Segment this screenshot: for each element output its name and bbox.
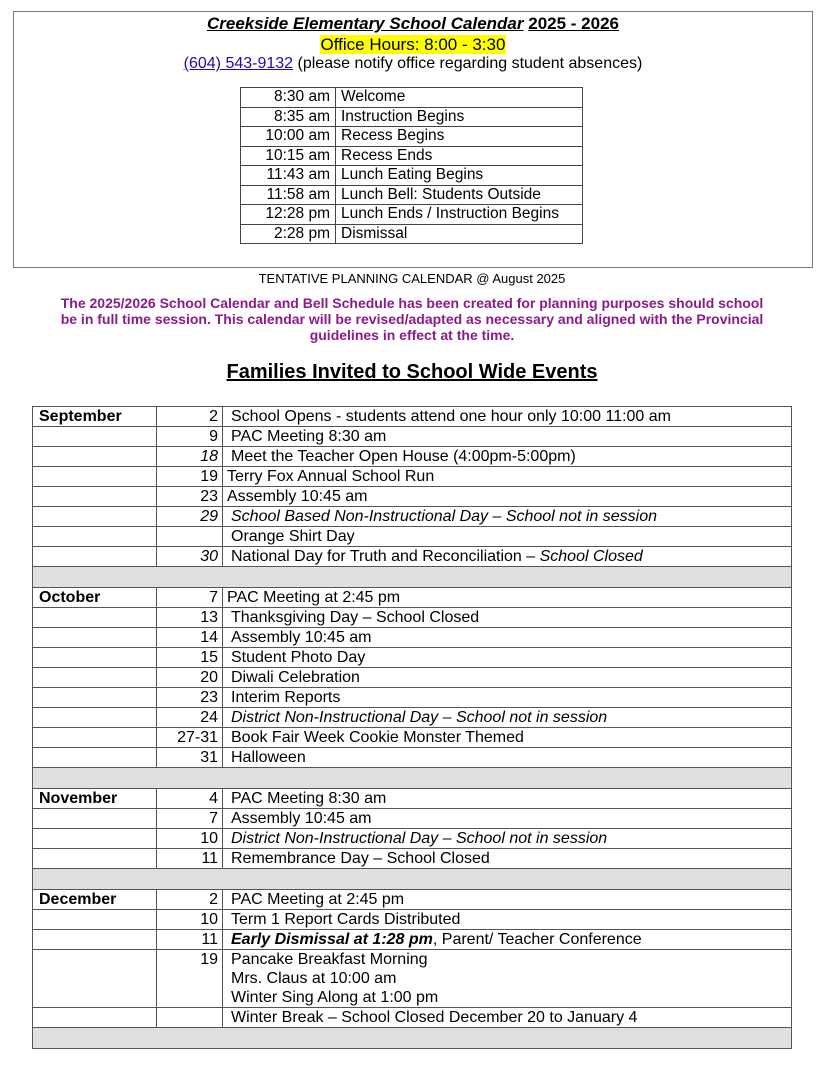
event-text-bold-italic: Early Dismissal at 1:28 pm xyxy=(231,931,433,948)
event-day: 10 xyxy=(157,829,223,849)
month-cell xyxy=(33,447,157,467)
event-text: PAC Meeting at 2:45 pm xyxy=(223,588,792,608)
table-row xyxy=(33,890,792,910)
event-day: 9 xyxy=(157,427,223,447)
month-cell xyxy=(33,950,157,1008)
event-text: PAC Meeting at 2:45 pm xyxy=(223,890,792,910)
event-text: Assembly 10:45 am xyxy=(223,487,792,507)
title-school-name: Creekside Elementary School Calendar xyxy=(206,14,524,33)
month-cell xyxy=(33,527,157,547)
month-cell xyxy=(33,849,157,869)
month-cell xyxy=(33,487,157,507)
month-cell xyxy=(33,829,157,849)
bell-event: Lunch Ends / Instruction Begins xyxy=(336,205,583,225)
month-cell xyxy=(33,648,157,668)
table-row xyxy=(33,950,792,1008)
table-row xyxy=(33,829,792,849)
events-calendar-table xyxy=(32,406,792,1049)
event-day: 23 xyxy=(157,487,223,507)
event-text xyxy=(223,930,792,950)
month-cell xyxy=(33,688,157,708)
event-text: Assembly 10:45 am xyxy=(223,628,792,648)
event-day: 10 xyxy=(157,910,223,930)
month-cell xyxy=(33,809,157,829)
event-text: Interim Reports xyxy=(223,688,792,708)
bell-time: 11:43 am xyxy=(241,166,336,186)
event-day: 23 xyxy=(157,688,223,708)
bell-time: 10:15 am xyxy=(241,146,336,166)
month-cell xyxy=(33,467,157,487)
event-text-multiline xyxy=(223,950,792,1008)
event-day: 30 xyxy=(157,547,223,567)
event-day: 4 xyxy=(157,789,223,809)
month-label: November xyxy=(33,789,157,809)
table-row xyxy=(33,809,792,829)
event-day: 11 xyxy=(157,849,223,869)
event-text-italic: School Closed xyxy=(539,548,643,565)
event-day xyxy=(157,527,223,547)
event-text: Remembrance Day – School Closed xyxy=(223,849,792,869)
bell-time: 12:28 pm xyxy=(241,205,336,225)
table-row xyxy=(33,487,792,507)
table-row xyxy=(33,608,792,628)
event-text: Halloween xyxy=(223,748,792,768)
event-text: Terry Fox Annual School Run xyxy=(223,467,792,487)
event-text: District Non-Instructional Day – School not in session xyxy=(223,829,792,849)
event-day: 31 xyxy=(157,748,223,768)
event-text-main: , Parent/ Teacher Conference xyxy=(432,931,642,948)
table-row xyxy=(33,527,792,547)
event-text: Student Photo Day xyxy=(223,648,792,668)
event-day: 27-31 xyxy=(157,728,223,748)
divider-cell xyxy=(33,567,792,588)
events-title: Families Invited to School Wide Events xyxy=(226,361,598,383)
event-day xyxy=(157,1008,223,1028)
event-text: School Based Non-Instructional Day – School not in session xyxy=(223,507,792,527)
table-row xyxy=(33,467,792,487)
event-text: Meet the Teacher Open House (4:00pm-5:00pm) xyxy=(223,447,792,467)
divider-cell xyxy=(33,869,792,890)
event-text: Thanksgiving Day – School Closed xyxy=(223,608,792,628)
month-label: September xyxy=(33,407,157,427)
bell-event: Recess Begins xyxy=(336,127,583,147)
page-title xyxy=(14,14,812,34)
month-cell xyxy=(33,608,157,628)
office-hours xyxy=(14,35,812,55)
table-row xyxy=(241,185,583,205)
divider-cell xyxy=(33,1028,792,1049)
table-row xyxy=(241,224,583,244)
month-cell xyxy=(33,628,157,648)
title-years: 2025 - 2026 xyxy=(528,14,619,33)
event-day: 2 xyxy=(157,890,223,910)
table-row xyxy=(241,88,583,108)
event-text: Diwali Celebration xyxy=(223,668,792,688)
bell-event: Recess Ends xyxy=(336,146,583,166)
event-day: 24 xyxy=(157,708,223,728)
bell-event: Instruction Begins xyxy=(336,107,583,127)
event-day: 19 xyxy=(157,467,223,487)
table-row xyxy=(33,628,792,648)
table-row xyxy=(33,849,792,869)
month-cell xyxy=(33,748,157,768)
bell-time: 10:00 am xyxy=(241,127,336,147)
month-cell xyxy=(33,930,157,950)
planning-notice: The 2025/2026 School Calendar and Bell Schedule has been created for planning purposes should school be in full time session. This calendar will be revised/adapted as necessary and aligned with the Provincial guidelines in effect at the time. xyxy=(60,295,764,343)
month-label: October xyxy=(33,588,157,608)
table-row xyxy=(33,507,792,527)
month-divider xyxy=(33,869,792,890)
bell-time: 2:28 pm xyxy=(241,224,336,244)
month-cell xyxy=(33,1008,157,1028)
month-cell xyxy=(33,728,157,748)
event-day: 2 xyxy=(157,407,223,427)
header-box xyxy=(13,11,813,268)
month-cell xyxy=(33,910,157,930)
event-text: Winter Break – School Closed December 20 to January 4 xyxy=(223,1008,792,1028)
event-day: 11 xyxy=(157,930,223,950)
table-row xyxy=(241,166,583,186)
bell-event: Lunch Eating Begins xyxy=(336,166,583,186)
month-cell xyxy=(33,427,157,447)
table-row xyxy=(33,789,792,809)
event-text xyxy=(223,547,792,567)
event-text: Assembly 10:45 am xyxy=(223,809,792,829)
event-day: 15 xyxy=(157,648,223,668)
month-divider xyxy=(33,768,792,789)
table-row xyxy=(33,588,792,608)
event-text: District Non-Instructional Day – School not in session xyxy=(223,708,792,728)
event-day: 18 xyxy=(157,447,223,467)
event-day: 20 xyxy=(157,668,223,688)
table-row xyxy=(241,146,583,166)
event-day: 19 xyxy=(157,950,223,1008)
bell-event: Lunch Bell: Students Outside xyxy=(336,185,583,205)
bell-event: Welcome xyxy=(336,88,583,108)
table-row xyxy=(33,648,792,668)
event-line: Winter Sing Along at 1:00 pm xyxy=(231,989,439,1006)
event-day: 7 xyxy=(157,809,223,829)
divider-cell xyxy=(33,768,792,789)
event-text-main: National Day for Truth and Reconciliation – xyxy=(231,548,540,565)
event-text: PAC Meeting 8:30 am xyxy=(223,427,792,447)
table-row xyxy=(33,728,792,748)
office-hours-text: Office Hours: 8:00 - 3:30 xyxy=(320,35,506,54)
event-day: 14 xyxy=(157,628,223,648)
event-text: Book Fair Week Cookie Monster Themed xyxy=(223,728,792,748)
event-day: 7 xyxy=(157,588,223,608)
event-text: PAC Meeting 8:30 am xyxy=(223,789,792,809)
month-cell xyxy=(33,668,157,688)
table-row xyxy=(241,205,583,225)
bell-event: Dismissal xyxy=(336,224,583,244)
month-cell xyxy=(33,547,157,567)
table-row xyxy=(33,748,792,768)
tentative-note: TENTATIVE PLANNING CALENDAR @ August 2025 xyxy=(258,271,566,286)
table-row xyxy=(33,427,792,447)
event-text: Term 1 Report Cards Distributed xyxy=(223,910,792,930)
bell-time: 8:35 am xyxy=(241,107,336,127)
table-row xyxy=(241,107,583,127)
bell-schedule-table xyxy=(240,87,583,244)
table-row xyxy=(33,708,792,728)
month-label: December xyxy=(33,890,157,910)
phone-note: (please notify office regarding student absences) xyxy=(293,55,643,72)
bell-time: 8:30 am xyxy=(241,88,336,108)
event-day: 13 xyxy=(157,608,223,628)
table-row xyxy=(33,547,792,567)
event-text: School Opens - students attend one hour only 10:00 11:00 am xyxy=(223,407,792,427)
table-row xyxy=(33,407,792,427)
table-row xyxy=(33,668,792,688)
table-row xyxy=(33,1008,792,1028)
month-divider xyxy=(33,567,792,588)
event-line: Pancake Breakfast Morning xyxy=(231,951,428,968)
phone-link[interactable]: (604) 543-9132 xyxy=(183,55,294,72)
month-cell xyxy=(33,507,157,527)
event-line: Mrs. Claus at 10:00 am xyxy=(231,970,397,987)
table-row xyxy=(33,930,792,950)
month-cell xyxy=(33,708,157,728)
month-divider xyxy=(33,1028,792,1049)
table-row xyxy=(33,447,792,467)
table-row xyxy=(33,910,792,930)
event-text: Orange Shirt Day xyxy=(223,527,792,547)
table-row xyxy=(33,688,792,708)
table-row xyxy=(241,127,583,147)
event-day: 29 xyxy=(157,507,223,527)
phone-line xyxy=(14,55,812,73)
bell-time: 11:58 am xyxy=(241,185,336,205)
